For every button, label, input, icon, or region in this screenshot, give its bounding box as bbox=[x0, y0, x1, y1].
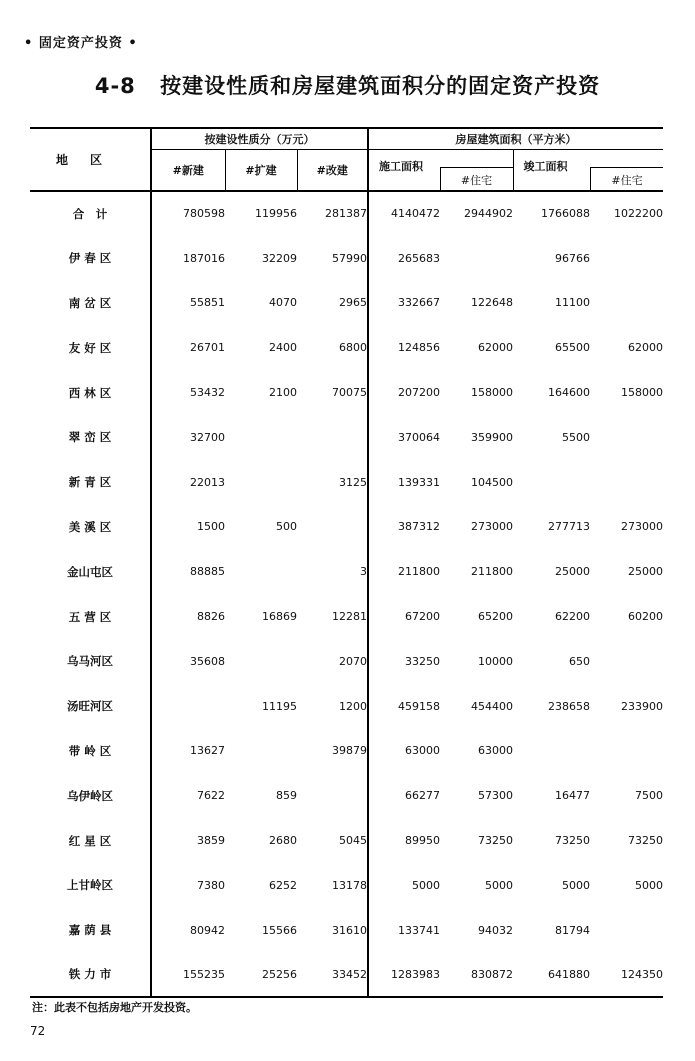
cell-region: 西 林 区 bbox=[30, 370, 151, 415]
table-row bbox=[30, 953, 663, 998]
cell-new bbox=[151, 684, 225, 729]
cell-residential-2: 158000 bbox=[621, 386, 664, 400]
cell-region: 上甘岭区 bbox=[30, 863, 151, 908]
cell-residential-2: 273000 bbox=[621, 520, 664, 534]
cell-rebuild bbox=[297, 773, 368, 818]
page-number: 72 bbox=[30, 1024, 46, 1038]
col-header-residential-1: #住宅 bbox=[440, 167, 513, 191]
table-row bbox=[30, 505, 663, 550]
table-row bbox=[30, 729, 663, 774]
cell-residential-1: 830872 bbox=[440, 953, 513, 998]
cell-expand: 119956 bbox=[255, 207, 297, 221]
cell-region: 新 青 区 bbox=[30, 460, 151, 505]
cell-new: 8826 bbox=[197, 610, 225, 624]
table-row bbox=[30, 460, 663, 505]
col-header-completed: 竣工面积 bbox=[523, 160, 568, 173]
cell-under-construction: 1283983 bbox=[368, 953, 440, 998]
cell-completed: 650 bbox=[569, 654, 591, 668]
cell-completed: 1766088 bbox=[541, 207, 591, 221]
cell-residential-1: 359900 bbox=[471, 430, 514, 444]
cell-residential-1: 73250 bbox=[478, 834, 514, 848]
cell-new: 780598 bbox=[183, 207, 225, 221]
cell-under-construction: 459158 bbox=[398, 699, 441, 713]
cell-rebuild: 281387 bbox=[297, 191, 368, 236]
cell-expand bbox=[225, 549, 297, 594]
cell-region: 伊 春 区 bbox=[30, 236, 151, 281]
cell-residential-1: 63000 bbox=[478, 744, 514, 758]
cell-new: 13627 bbox=[190, 744, 225, 758]
cell-under-construction: 211800 bbox=[398, 565, 441, 579]
cell-residential-1: 94032 bbox=[478, 923, 514, 937]
cell-expand: 859 bbox=[276, 789, 297, 803]
cell-new: 187016 bbox=[183, 251, 225, 265]
cell-new: 32700 bbox=[190, 430, 225, 444]
cell-new: 1500 bbox=[197, 520, 225, 534]
cell-expand: 15566 bbox=[262, 923, 297, 937]
table-row bbox=[30, 818, 663, 863]
group-header-construction-type: 按建设性质分（万元） bbox=[151, 128, 368, 150]
cell-under-construction: 124856 bbox=[398, 341, 441, 355]
table-row bbox=[30, 191, 663, 236]
table-row bbox=[30, 325, 663, 370]
cell-under-construction: 5000 bbox=[412, 878, 441, 892]
cell-residential-2: 73250 bbox=[628, 834, 664, 848]
cell-under-construction: 66277 bbox=[405, 789, 441, 803]
cell-region: 金山屯区 bbox=[30, 549, 151, 594]
footnote: 注：此表不包括房地产开发投资。 bbox=[32, 1001, 197, 1014]
cell-rebuild: 2965 bbox=[297, 281, 368, 326]
cell-expand bbox=[225, 415, 297, 460]
table-row bbox=[30, 639, 663, 684]
cell-under-construction: 370064 bbox=[398, 430, 441, 444]
cell-region: 美 溪 区 bbox=[30, 505, 151, 550]
table-row bbox=[30, 549, 663, 594]
cell-new: 88885 bbox=[190, 565, 225, 579]
cell-rebuild: 5045 bbox=[297, 818, 368, 863]
cell-under-construction: 4140472 bbox=[391, 207, 441, 221]
table-number: 4-8 bbox=[94, 74, 136, 98]
cell-rebuild: 70075 bbox=[297, 370, 368, 415]
cell-expand bbox=[225, 460, 297, 505]
cell-residential-2 bbox=[590, 908, 663, 953]
cell-expand: 2680 bbox=[269, 834, 297, 848]
cell-completed bbox=[513, 460, 590, 505]
table-row bbox=[30, 773, 663, 818]
cell-rebuild: 3125 bbox=[297, 460, 368, 505]
cell-under-construction: 265683 bbox=[398, 251, 441, 265]
cell-region: 友 好 区 bbox=[30, 325, 151, 370]
cell-rebuild: 31610 bbox=[297, 908, 368, 953]
cell-rebuild: 1200 bbox=[297, 684, 368, 729]
cell-region: 乌伊岭区 bbox=[30, 773, 151, 818]
col-header-residential-2: #住宅 bbox=[590, 167, 663, 191]
table-row bbox=[30, 281, 663, 326]
cell-completed: 73250 bbox=[555, 834, 591, 848]
cell-residential-1: 104500 bbox=[471, 475, 514, 489]
cell-residential-1: 5000 bbox=[485, 878, 514, 892]
cell-residential-2: 62000 bbox=[628, 341, 664, 355]
cell-new: 35608 bbox=[190, 654, 225, 668]
investment-table bbox=[30, 127, 663, 998]
cell-under-construction: 207200 bbox=[398, 386, 441, 400]
cell-residential-2: 7500 bbox=[635, 789, 664, 803]
cell-residential-1: 65200 bbox=[478, 610, 514, 624]
cell-under-construction: 387312 bbox=[398, 520, 441, 534]
cell-region: 嘉 荫 县 bbox=[30, 908, 151, 953]
cell-region: 乌马河区 bbox=[30, 639, 151, 684]
cell-residential-1: 62000 bbox=[478, 341, 514, 355]
table-row bbox=[30, 415, 663, 460]
cell-rebuild: 12281 bbox=[297, 594, 368, 639]
cell-expand: 2100 bbox=[269, 386, 297, 400]
cell-expand: 6252 bbox=[269, 878, 297, 892]
cell-completed: 5000 bbox=[562, 878, 591, 892]
cell-residential-2: 25000 bbox=[628, 565, 664, 579]
cell-residential-2 bbox=[590, 729, 663, 774]
cell-completed: 62200 bbox=[555, 610, 591, 624]
cell-residential-2 bbox=[590, 639, 663, 684]
cell-under-construction: 139331 bbox=[398, 475, 441, 489]
cell-expand: 25256 bbox=[225, 953, 297, 998]
cell-expand bbox=[225, 639, 297, 684]
cell-expand: 11195 bbox=[262, 699, 297, 713]
cell-residential-1: 454400 bbox=[471, 699, 514, 713]
cell-under-construction: 67200 bbox=[405, 610, 441, 624]
cell-completed: 11100 bbox=[555, 296, 591, 310]
cell-region: 汤旺河区 bbox=[30, 684, 151, 729]
cell-residential-1: 273000 bbox=[471, 520, 514, 534]
cell-region: 合 计 bbox=[30, 191, 151, 236]
cell-residential-2: 60200 bbox=[628, 610, 664, 624]
region-header: 地区 bbox=[30, 128, 151, 191]
cell-rebuild: 39879 bbox=[297, 729, 368, 774]
cell-residential-1: 10000 bbox=[478, 654, 514, 668]
cell-expand: 500 bbox=[276, 520, 297, 534]
cell-residential-2: 233900 bbox=[621, 699, 664, 713]
cell-rebuild: 13178 bbox=[297, 863, 368, 908]
cell-rebuild: 2070 bbox=[297, 639, 368, 684]
col-header-completed-group bbox=[513, 150, 663, 192]
cell-new: 53432 bbox=[190, 386, 225, 400]
cell-completed: 81794 bbox=[555, 923, 591, 937]
cell-new: 155235 bbox=[151, 953, 225, 998]
cell-new: 3859 bbox=[197, 834, 225, 848]
table-row bbox=[30, 684, 663, 729]
cell-rebuild: 33452 bbox=[297, 953, 368, 998]
cell-new: 7380 bbox=[197, 878, 225, 892]
cell-completed: 96766 bbox=[555, 251, 591, 265]
cell-completed: 5500 bbox=[562, 430, 591, 444]
cell-rebuild bbox=[297, 415, 368, 460]
cell-completed: 277713 bbox=[548, 520, 591, 534]
cell-under-construction: 89950 bbox=[405, 834, 441, 848]
cell-under-construction: 33250 bbox=[405, 654, 441, 668]
cell-completed bbox=[513, 729, 590, 774]
cell-residential-1: 211800 bbox=[471, 565, 514, 579]
cell-completed: 65500 bbox=[555, 341, 591, 355]
cell-under-construction: 63000 bbox=[405, 744, 441, 758]
cell-region: 五 营 区 bbox=[30, 594, 151, 639]
table-row bbox=[30, 370, 663, 415]
cell-residential-2 bbox=[590, 281, 663, 326]
cell-expand bbox=[225, 729, 297, 774]
cell-residential-2: 5000 bbox=[635, 878, 664, 892]
cell-region: 翠 峦 区 bbox=[30, 415, 151, 460]
cell-residential-2: 124350 bbox=[590, 953, 663, 998]
cell-expand: 2400 bbox=[269, 341, 297, 355]
col-header-new: #新建 bbox=[151, 150, 225, 192]
col-header-rebuild: #改建 bbox=[297, 150, 368, 192]
col-header-under-construction-group bbox=[368, 150, 513, 192]
group-header-building-area: 房屋建筑面积（平方米） bbox=[368, 128, 663, 150]
cell-under-construction: 332667 bbox=[398, 296, 441, 310]
cell-residential-2 bbox=[590, 460, 663, 505]
cell-new: 22013 bbox=[190, 475, 225, 489]
cell-completed: 641880 bbox=[513, 953, 590, 998]
table-row bbox=[30, 908, 663, 953]
cell-new: 80942 bbox=[190, 923, 225, 937]
col-header-expand: #扩建 bbox=[225, 150, 297, 192]
table-row bbox=[30, 863, 663, 908]
cell-residential-1: 57300 bbox=[478, 789, 514, 803]
table-row bbox=[30, 236, 663, 281]
table-row bbox=[30, 594, 663, 639]
cell-region: 南 岔 区 bbox=[30, 281, 151, 326]
col-header-under-construction: 施工面积 bbox=[379, 160, 424, 173]
cell-residential-1: 2944902 bbox=[464, 207, 514, 221]
cell-completed: 16477 bbox=[555, 789, 591, 803]
cell-residential-1: 158000 bbox=[471, 386, 514, 400]
cell-new: 55851 bbox=[190, 296, 225, 310]
section-label: • 固定资产投资 • bbox=[24, 36, 138, 51]
cell-rebuild: 57990 bbox=[297, 236, 368, 281]
cell-region: 带 岭 区 bbox=[30, 729, 151, 774]
cell-residential-1: 122648 bbox=[471, 296, 514, 310]
cell-residential-2: 1022200 bbox=[614, 207, 664, 221]
cell-completed: 164600 bbox=[548, 386, 591, 400]
table-title: 按建设性质和房屋建筑面积分的固定资产投资 bbox=[160, 74, 601, 98]
page-title bbox=[0, 70, 695, 100]
cell-new: 26701 bbox=[190, 341, 225, 355]
cell-rebuild bbox=[297, 505, 368, 550]
cell-residential-2 bbox=[590, 236, 663, 281]
cell-completed: 238658 bbox=[548, 699, 591, 713]
cell-expand: 4070 bbox=[269, 296, 297, 310]
cell-residential-2 bbox=[590, 415, 663, 460]
cell-expand: 16869 bbox=[262, 610, 297, 624]
cell-new: 7622 bbox=[197, 789, 225, 803]
cell-completed: 25000 bbox=[555, 565, 591, 579]
cell-under-construction: 133741 bbox=[398, 923, 441, 937]
cell-rebuild: 3 bbox=[297, 549, 368, 594]
cell-rebuild: 6800 bbox=[297, 325, 368, 370]
cell-region: 铁 力 市 bbox=[30, 953, 151, 998]
cell-residential-1 bbox=[440, 236, 513, 281]
cell-region: 红 星 区 bbox=[30, 818, 151, 863]
cell-expand: 32209 bbox=[262, 251, 297, 265]
